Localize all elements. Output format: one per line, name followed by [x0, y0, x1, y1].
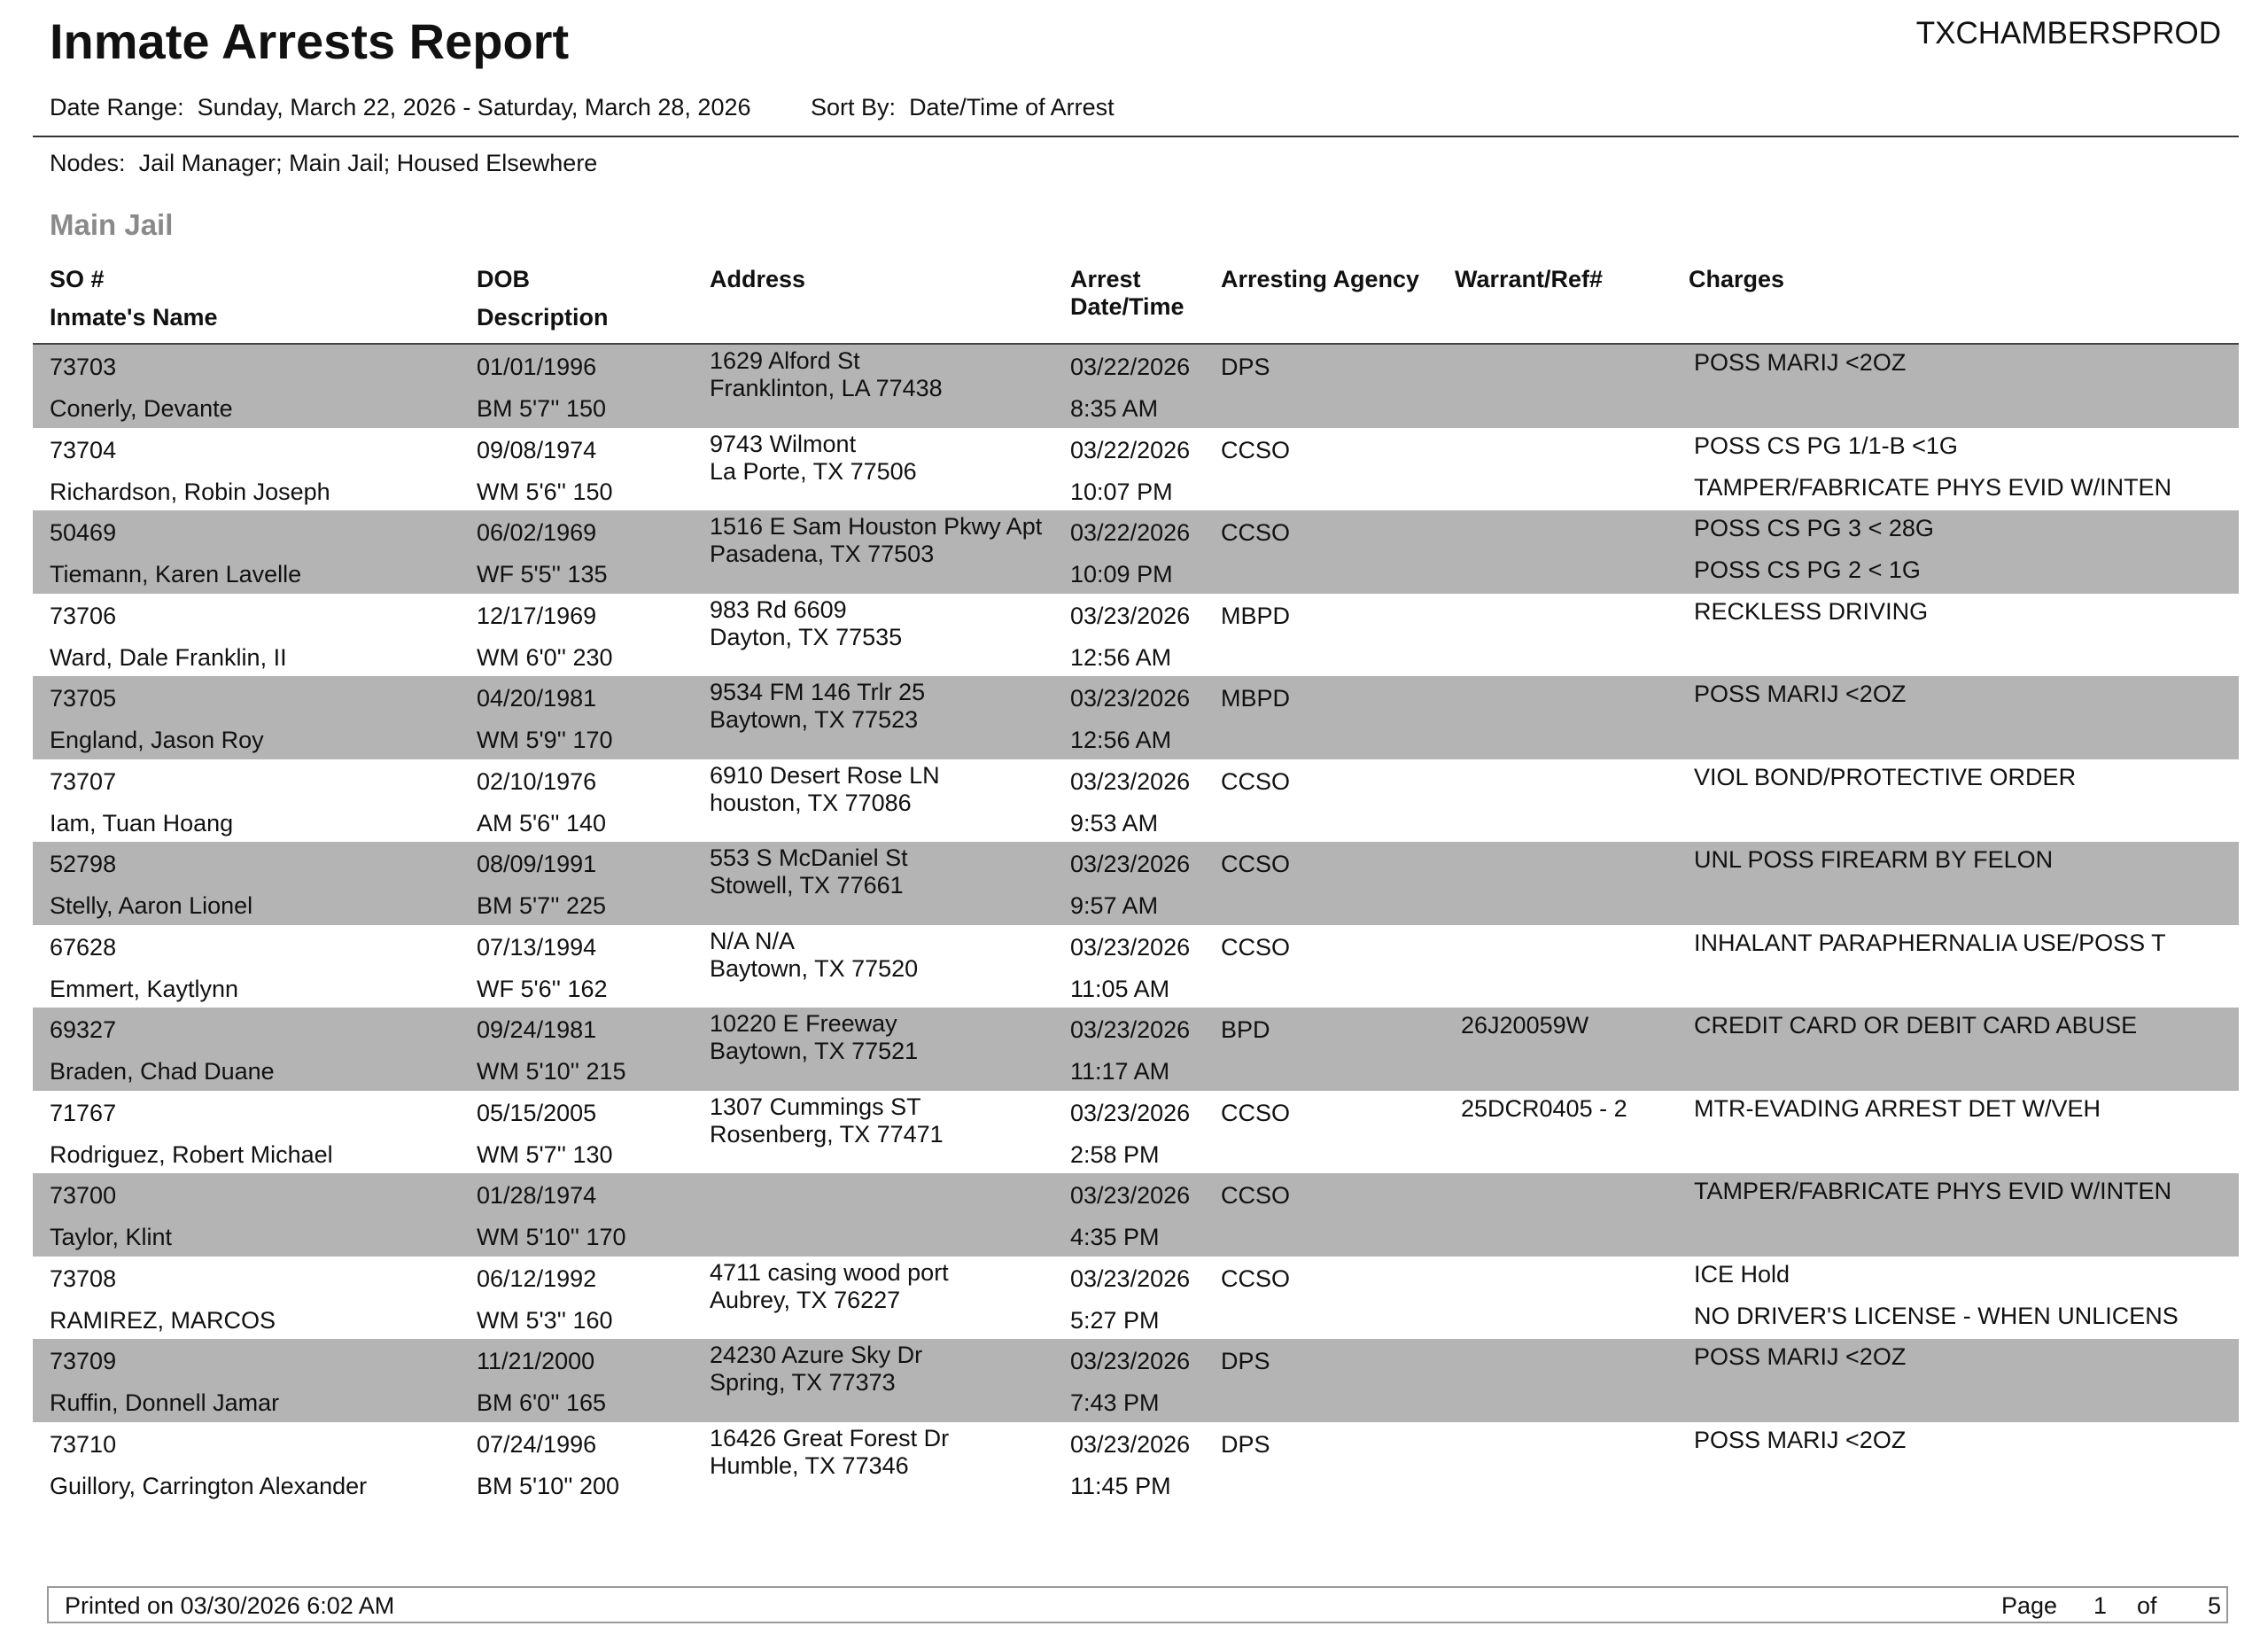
address-line1: 6910 Desert Rose LN: [710, 761, 940, 789]
arresting-agency: BPD: [1221, 1016, 1270, 1043]
table-row: [33, 1257, 2239, 1340]
arrest-date: 03/23/2026: [1070, 933, 1191, 961]
address-line1: 1516 E Sam Houston Pkwy Apt: [710, 513, 1043, 540]
charge-primary: POSS MARIJ <2OZ: [1694, 681, 1907, 707]
charge-secondary: TAMPER/FABRICATE PHYS EVID W/INTEN: [1694, 473, 2172, 501]
arrest-date: 03/23/2026: [1070, 851, 1191, 877]
table-row: [33, 759, 2239, 843]
charge-primary: ICE Hold: [1694, 1260, 1790, 1288]
so-number: 73704: [50, 436, 117, 463]
page-footer: [47, 1586, 2228, 1623]
arrest-date: 03/22/2026: [1070, 436, 1191, 463]
description: BM 6'0'' 165: [477, 1389, 607, 1416]
page-number: 1: [2093, 1592, 2108, 1619]
inmate-name: Rodriguez, Robert Michael: [50, 1140, 333, 1168]
arrest-time: 10:07 PM: [1070, 478, 1173, 505]
dob: 09/24/1981: [477, 1016, 597, 1043]
table-row: [33, 1008, 2239, 1091]
inmate-name: RAMIREZ, MARCOS: [50, 1306, 276, 1334]
col-datetime-label: Date/Time: [1070, 293, 1184, 320]
address-line1: 16426 Great Forest Dr: [710, 1424, 950, 1451]
inmate-name: Guillory, Carrington Alexander: [50, 1472, 368, 1499]
date-range-label: Date Range:: [50, 94, 184, 121]
address-line1: 4711 casing wood port: [710, 1258, 949, 1286]
description: AM 5'6'' 140: [477, 809, 607, 836]
arrest-time: 5:27 PM: [1070, 1306, 1160, 1334]
address-line1: 553 S McDaniel St: [710, 844, 908, 871]
charge-primary: TAMPER/FABRICATE PHYS EVID W/INTEN: [1694, 1178, 2172, 1204]
inmate-name: Ward, Dale Franklin, II: [50, 643, 287, 671]
address: [710, 431, 1051, 486]
table-row: [33, 594, 2239, 677]
arrest-time: 12:56 AM: [1070, 727, 1172, 753]
charge-primary: MTR-EVADING ARREST DET W/VEH: [1694, 1094, 2101, 1122]
arrest-date: 03/23/2026: [1070, 1182, 1191, 1209]
arrest-time: 11:17 AM: [1070, 1058, 1170, 1085]
address-line2: Dayton, TX 77535: [710, 623, 903, 650]
section-title: Main Jail: [50, 208, 174, 241]
so-number: 73707: [50, 767, 117, 795]
arrest-time: 10:09 PM: [1070, 561, 1173, 587]
table-row: [33, 676, 2239, 759]
inmate-name: Richardson, Robin Joseph: [50, 478, 330, 505]
description: WF 5'5'' 135: [477, 561, 608, 587]
address: [710, 513, 1051, 568]
page-label: Page: [2001, 1592, 2058, 1619]
address-line2: Spring, TX 77373: [710, 1369, 896, 1396]
table-row: [33, 345, 2239, 428]
sort-by-label: Sort By:: [811, 94, 897, 121]
arrest-time: 9:57 AM: [1070, 892, 1159, 919]
col-header-arrest: [1070, 266, 1184, 321]
header-divider: [33, 136, 2239, 137]
arrest-date: 03/22/2026: [1070, 519, 1191, 546]
so-number: 52798: [50, 851, 117, 877]
address: [710, 679, 1051, 734]
arrest-date: 03/23/2026: [1070, 767, 1191, 795]
so-number: 71767: [50, 1099, 117, 1126]
description: WM 5'10'' 170: [477, 1224, 626, 1250]
arrest-time: 7:43 PM: [1070, 1389, 1160, 1416]
charge-secondary: POSS CS PG 2 < 1G: [1694, 556, 1921, 583]
address: [710, 762, 1051, 817]
arrest-date: 03/23/2026: [1070, 1348, 1191, 1374]
address: [710, 1425, 1051, 1480]
table-row: [33, 1422, 2239, 1506]
arrest-date: 03/22/2026: [1070, 354, 1191, 380]
address: [710, 844, 1051, 899]
description: BM 5'7'' 150: [477, 395, 607, 422]
arrest-date: 03/23/2026: [1070, 602, 1191, 629]
col-header-agency: Arresting Agency: [1221, 266, 1420, 292]
arresting-agency: CCSO: [1221, 767, 1291, 795]
arrest-date: 03/23/2026: [1070, 1099, 1191, 1126]
address-line2: Rosenberg, TX 77471: [710, 1120, 944, 1148]
address-line2: Baytown, TX 77523: [710, 706, 919, 733]
arresting-agency: CCSO: [1221, 1182, 1291, 1209]
arrests-table: [33, 345, 2239, 1505]
arrest-time: 11:45 PM: [1070, 1472, 1171, 1499]
report-meta: [50, 94, 1115, 121]
dob: 02/10/1976: [477, 767, 597, 795]
address: [710, 1259, 1051, 1314]
arresting-agency: CCSO: [1221, 1264, 1291, 1292]
description: WM 6'0'' 230: [477, 643, 613, 671]
so-number: 73705: [50, 685, 117, 712]
address-line1: 1629 Alford St: [710, 347, 860, 374]
dob: 08/09/1991: [477, 851, 597, 877]
description: WM 5'7'' 130: [477, 1140, 613, 1168]
table-row: [33, 925, 2239, 1008]
col-header-so: [50, 266, 218, 331]
arresting-agency: DPS: [1221, 354, 1270, 380]
charge-primary: POSS CS PG 3 < 28G: [1694, 515, 1934, 541]
charge-primary: VIOL BOND/PROTECTIVE ORDER: [1694, 763, 2077, 790]
address-line1: 10220 E Freeway: [710, 1010, 897, 1037]
inmate-name: England, Jason Roy: [50, 727, 264, 753]
col-desc-label: Description: [477, 304, 609, 331]
arrest-date: 03/23/2026: [1070, 1430, 1191, 1458]
charge-primary: RECKLESS DRIVING: [1694, 597, 1929, 625]
dob: 07/24/1996: [477, 1430, 597, 1458]
charge-primary: UNL POSS FIREARM BY FELON: [1694, 846, 2054, 873]
arrest-date: 03/23/2026: [1070, 685, 1191, 712]
warrant-ref: 25DCR0405 - 2: [1461, 1094, 1627, 1122]
dob: 04/20/1981: [477, 685, 597, 712]
address-line2: La Porte, TX 77506: [710, 457, 917, 485]
arresting-agency: CCSO: [1221, 436, 1291, 463]
inmate-name: Iam, Tuan Hoang: [50, 809, 234, 836]
address-line1: 983 Rd 6609: [710, 595, 847, 623]
inmate-name: Stelly, Aaron Lionel: [50, 892, 253, 919]
col-name-label: Inmate's Name: [50, 304, 218, 331]
dob: 01/01/1996: [477, 354, 597, 380]
description: BM 5'7'' 225: [477, 892, 607, 919]
address-line1: 9534 FM 146 Trlr 25: [710, 679, 926, 705]
nodes-line: [50, 150, 597, 177]
address: [710, 347, 1051, 402]
arresting-agency: CCSO: [1221, 851, 1291, 877]
dob: 06/12/1992: [477, 1264, 597, 1292]
printed-on: Printed on 03/30/2026 6:02 AM: [65, 1592, 395, 1619]
col-dob-label: DOB: [477, 266, 530, 292]
address-line1: 24230 Azure Sky Dr: [710, 1342, 923, 1368]
arresting-agency: DPS: [1221, 1348, 1270, 1374]
charge-secondary: NO DRIVER'S LICENSE - WHEN UNLICENS: [1694, 1302, 2179, 1329]
arresting-agency: MBPD: [1221, 685, 1291, 712]
address: [710, 596, 1051, 651]
report-title: Inmate Arrests Report: [50, 13, 570, 69]
charge-primary: POSS CS PG 1/1-B <1G: [1694, 432, 1958, 459]
description: WM 5'3'' 160: [477, 1306, 613, 1334]
col-so-label: SO #: [50, 266, 105, 292]
inmate-name: Tiemann, Karen Lavelle: [50, 561, 302, 587]
table-row: [33, 842, 2239, 925]
arresting-agency: CCSO: [1221, 1099, 1291, 1126]
dob: 05/15/2005: [477, 1099, 597, 1126]
so-number: 73703: [50, 354, 117, 380]
inmate-name: Taylor, Klint: [50, 1224, 173, 1250]
so-number: 73708: [50, 1264, 117, 1292]
so-number: 73710: [50, 1430, 117, 1458]
of-label: of: [2137, 1592, 2157, 1619]
address-line2: Pasadena, TX 77503: [710, 541, 935, 567]
nodes-label: Nodes:: [50, 150, 126, 176]
nodes-value: Jail Manager; Main Jail; Housed Elsewhere: [138, 150, 598, 176]
arrest-time: 8:35 AM: [1070, 395, 1159, 422]
so-number: 73700: [50, 1182, 117, 1209]
arrest-time: 11:05 AM: [1070, 975, 1170, 1002]
arresting-agency: CCSO: [1221, 519, 1291, 546]
description: BM 5'10'' 200: [477, 1472, 620, 1499]
description: WM 5'6'' 150: [477, 478, 613, 505]
address: [710, 1010, 1051, 1065]
arresting-agency: DPS: [1221, 1430, 1270, 1458]
address-line1: 9743 Wilmont: [710, 430, 857, 457]
dob: 07/13/1994: [477, 933, 597, 961]
table-row: [33, 1173, 2239, 1257]
address-line2: Baytown, TX 77521: [710, 1038, 919, 1064]
dob: 09/08/1974: [477, 436, 597, 463]
so-number: 50469: [50, 519, 117, 546]
address-line2: Baytown, TX 77520: [710, 954, 919, 982]
col-header-address: Address: [710, 266, 806, 292]
date-range-value: Sunday, March 22, 2026 - Saturday, March 28, 2026: [197, 94, 751, 121]
sort-by-value: Date/Time of Arrest: [909, 94, 1115, 121]
dob: 12/17/1969: [477, 602, 597, 629]
table-row: [33, 1091, 2239, 1174]
inmate-name: Emmert, Kaytlynn: [50, 975, 239, 1002]
address: [710, 1093, 1051, 1148]
col-header-charges: Charges: [1689, 266, 1785, 292]
so-number: 73709: [50, 1348, 117, 1374]
description: WM 5'9'' 170: [477, 727, 613, 753]
inmate-name: Ruffin, Donnell Jamar: [50, 1389, 280, 1416]
address: [710, 928, 1051, 983]
charge-primary: INHALANT PARAPHERNALIA USE/POSS T: [1694, 929, 2166, 956]
table-row: [33, 510, 2239, 594]
arresting-agency: MBPD: [1221, 602, 1291, 629]
description: WF 5'6'' 162: [477, 975, 608, 1002]
arrest-time: 9:53 AM: [1070, 809, 1159, 836]
col-arrest-label: Arrest: [1070, 266, 1141, 292]
charge-primary: POSS MARIJ <2OZ: [1694, 1343, 1907, 1370]
so-number: 69327: [50, 1016, 117, 1043]
charge-primary: POSS MARIJ <2OZ: [1694, 1426, 1907, 1453]
inmate-name: Conerly, Devante: [50, 395, 233, 422]
arrest-date: 03/23/2026: [1070, 1264, 1191, 1292]
arrest-date: 03/23/2026: [1070, 1016, 1191, 1043]
inmate-name: Braden, Chad Duane: [50, 1058, 275, 1085]
charge-primary: CREDIT CARD OR DEBIT CARD ABUSE: [1694, 1012, 2138, 1039]
dob: 06/02/1969: [477, 519, 597, 546]
address: [710, 1342, 1051, 1397]
arrest-time: 2:58 PM: [1070, 1140, 1160, 1168]
so-number: 67628: [50, 933, 117, 961]
address-line2: Stowell, TX 77661: [710, 872, 904, 899]
arresting-agency: CCSO: [1221, 933, 1291, 961]
arrest-time: 12:56 AM: [1070, 643, 1172, 671]
charge-primary: POSS MARIJ <2OZ: [1694, 349, 1907, 376]
address-line1: 1307 Cummings ST: [710, 1093, 921, 1120]
dob: 01/28/1974: [477, 1182, 597, 1209]
address-line1: N/A N/A: [710, 927, 796, 954]
dob: 11/21/2000: [477, 1348, 595, 1374]
col-header-warrant: Warrant/Ref#: [1455, 266, 1604, 292]
so-number: 73706: [50, 602, 117, 629]
col-header-dob: [477, 266, 609, 331]
system-name: TXCHAMBERSPROD: [1915, 16, 2221, 51]
table-row: [33, 1339, 2239, 1422]
address-line2: houston, TX 77086: [710, 789, 912, 816]
table-row: [33, 428, 2239, 511]
address-line2: Franklinton, LA 77438: [710, 375, 943, 401]
warrant-ref: 26J20059W: [1461, 1012, 1589, 1039]
address-line2: Humble, TX 77346: [710, 1451, 909, 1479]
address-line2: Aubrey, TX 76227: [710, 1286, 901, 1313]
arrest-time: 4:35 PM: [1070, 1224, 1160, 1250]
description: WM 5'10'' 215: [477, 1058, 626, 1085]
page-total: 5: [2208, 1592, 2222, 1619]
